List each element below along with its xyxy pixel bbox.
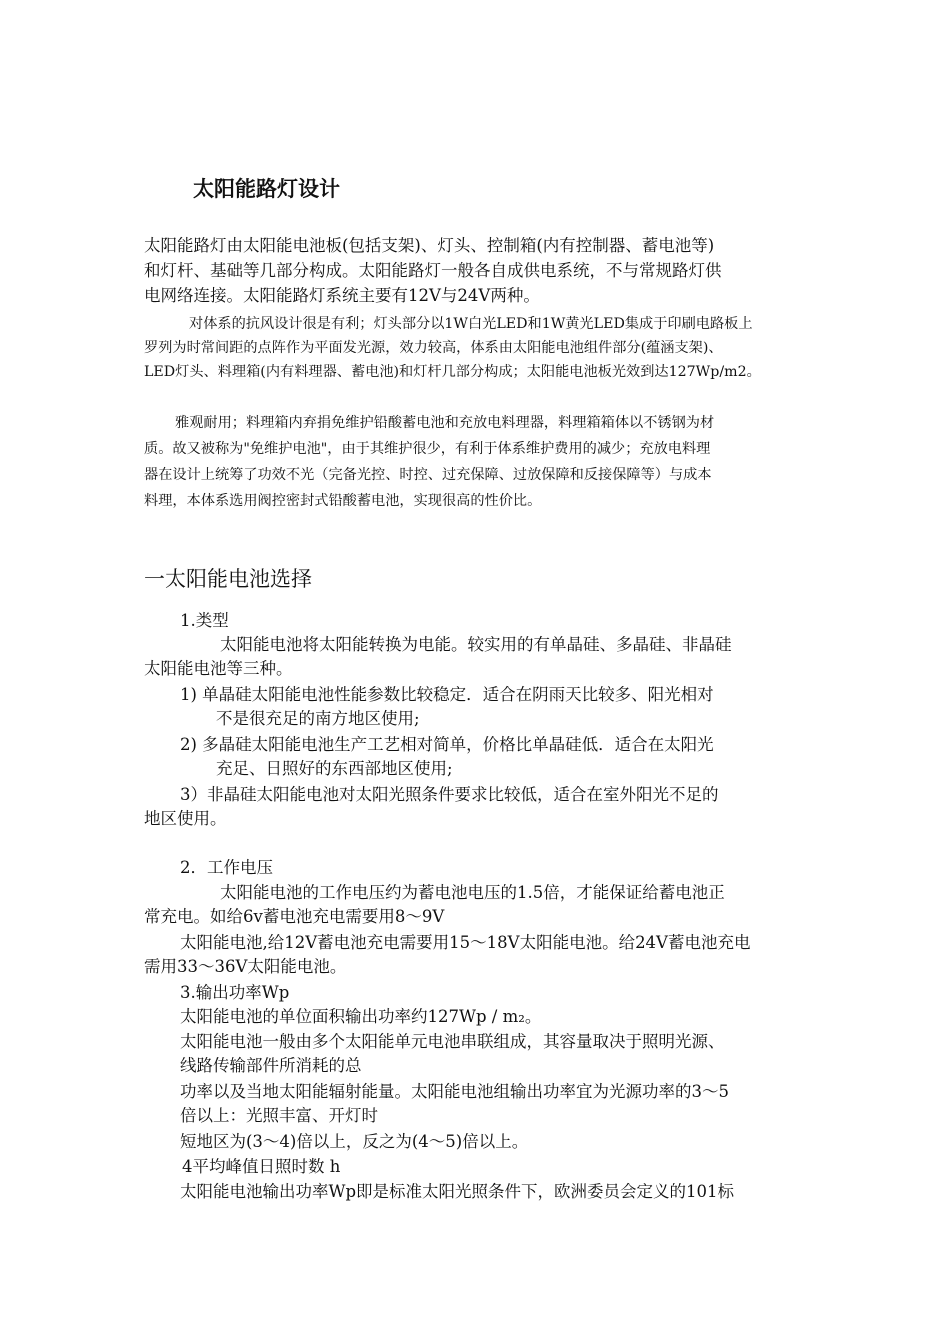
intro-p3-line-4: 料理，本体系选用阀控密封式铅酸蓄电池，实现很高的性价比。: [144, 493, 542, 509]
intro-p3-line-3: 器在设计上统筹了功效不光（完备光控、时控、过充保障、过放保障和反接保障等）与成本: [144, 467, 712, 483]
page-title: 太阳能路灯设计: [193, 177, 340, 201]
intro-p1-line-3: 电网络连接。太阳能路灯系统主要有12V与24V两种。: [144, 286, 540, 305]
subheading-peak-hours: 4平均峰值日照时数 h: [182, 1157, 341, 1176]
body-line: 太阳能电池等三种。: [144, 659, 293, 678]
subheading-voltage: 2．工作电压: [180, 858, 273, 877]
intro-p2-line-3: LED灯头、料理箱(内有料理器、蓄电池)和灯杆几部分构成；太阳能电池板光效到达127Wp/m2。: [144, 364, 761, 380]
intro-p3-line-1: 雅观耐用；料理箱内弃捐免维护铅酸蓄电池和充放电料理器，料理箱箱体以不锈钢为材: [175, 415, 715, 431]
list-item-1-cont: 不是很充足的南方地区使用;: [216, 709, 420, 728]
subheading-power: 3.输出功率Wp: [180, 983, 290, 1002]
intro-p1-line-1: 太阳能路灯由太阳能电池板(包括支架)、灯头、控制箱(内有控制器、蓄电池等): [144, 236, 715, 255]
body-line: 太阳能电池的单位面积输出功率约127Wp / m₂。: [180, 1007, 542, 1026]
body-line: 倍以上：光照丰富、开灯时: [180, 1106, 378, 1125]
body-line: 太阳能电池输出功率Wp即是标准太阳光照条件下，欧洲委员会定义的101标: [180, 1182, 735, 1201]
body-line: 短地区为(3～4)倍以上，反之为(4～5)倍以上。: [180, 1132, 529, 1151]
body-line: 太阳能电池,给12V蓄电池充电需要用15～18V太阳能电池。给24V蓄电池充电: [180, 933, 751, 952]
intro-p3-line-2: 质。故又被称为"免维护电池"，由于其维护很少，有利于体系维护费用的减少；充放电料理: [144, 441, 711, 457]
intro-p1-line-2: 和灯杆、基础等几部分构成。太阳能路灯一般各自成供电系统，不与常规路灯供: [144, 261, 722, 280]
body-line: 太阳能电池的工作电压约为蓄电池电压的1.5倍，才能保证给蓄电池正: [220, 883, 725, 902]
body-line: 功率以及当地太阳能辐射能量。太阳能电池组输出功率宜为光源功率的3～5: [180, 1082, 729, 1101]
list-item-3-cont: 地区使用。: [144, 809, 227, 828]
subheading-type: 1.类型: [180, 611, 229, 630]
section-heading: 一太阳能电池选择: [144, 567, 312, 591]
list-item-3: 3）非晶硅太阳能电池对太阳光照条件要求比较低，适合在室外阳光不足的: [180, 785, 719, 804]
intro-p2-line-1: 对体系的抗风设计很是有利；灯头部分以1W白光LED和1W黄光LED集成于印刷电路板上: [189, 316, 753, 332]
body-line: 常充电。如给6v蓄电池充电需要用8～9V: [144, 907, 445, 926]
list-item-2: 2) 多晶硅太阳能电池生产工艺相对简单，价格比单晶硅低．适合在太阳光: [180, 735, 714, 754]
body-line: 需用33～36V太阳能电池。: [144, 957, 347, 976]
body-line: 太阳能电池一般由多个太阳能单元电池串联组成，其容量取决于照明光源、: [180, 1032, 725, 1051]
body-line: 太阳能电池将太阳能转换为电能。较实用的有单晶硅、多晶硅、非晶硅: [220, 635, 732, 654]
body-line: 线路传输部件所消耗的总: [180, 1056, 362, 1075]
list-item-1: 1) 单晶硅太阳能电池性能参数比较稳定．适合在阴雨天比较多、阳光相对: [180, 685, 714, 704]
list-item-2-cont: 充足、日照好的东西部地区使用;: [216, 759, 453, 778]
intro-p2-line-2: 罗列为时常间距的点阵作为平面发光源，效力较高，体系由太阳能电池组件部分(蕴涵支架)、: [144, 340, 723, 356]
